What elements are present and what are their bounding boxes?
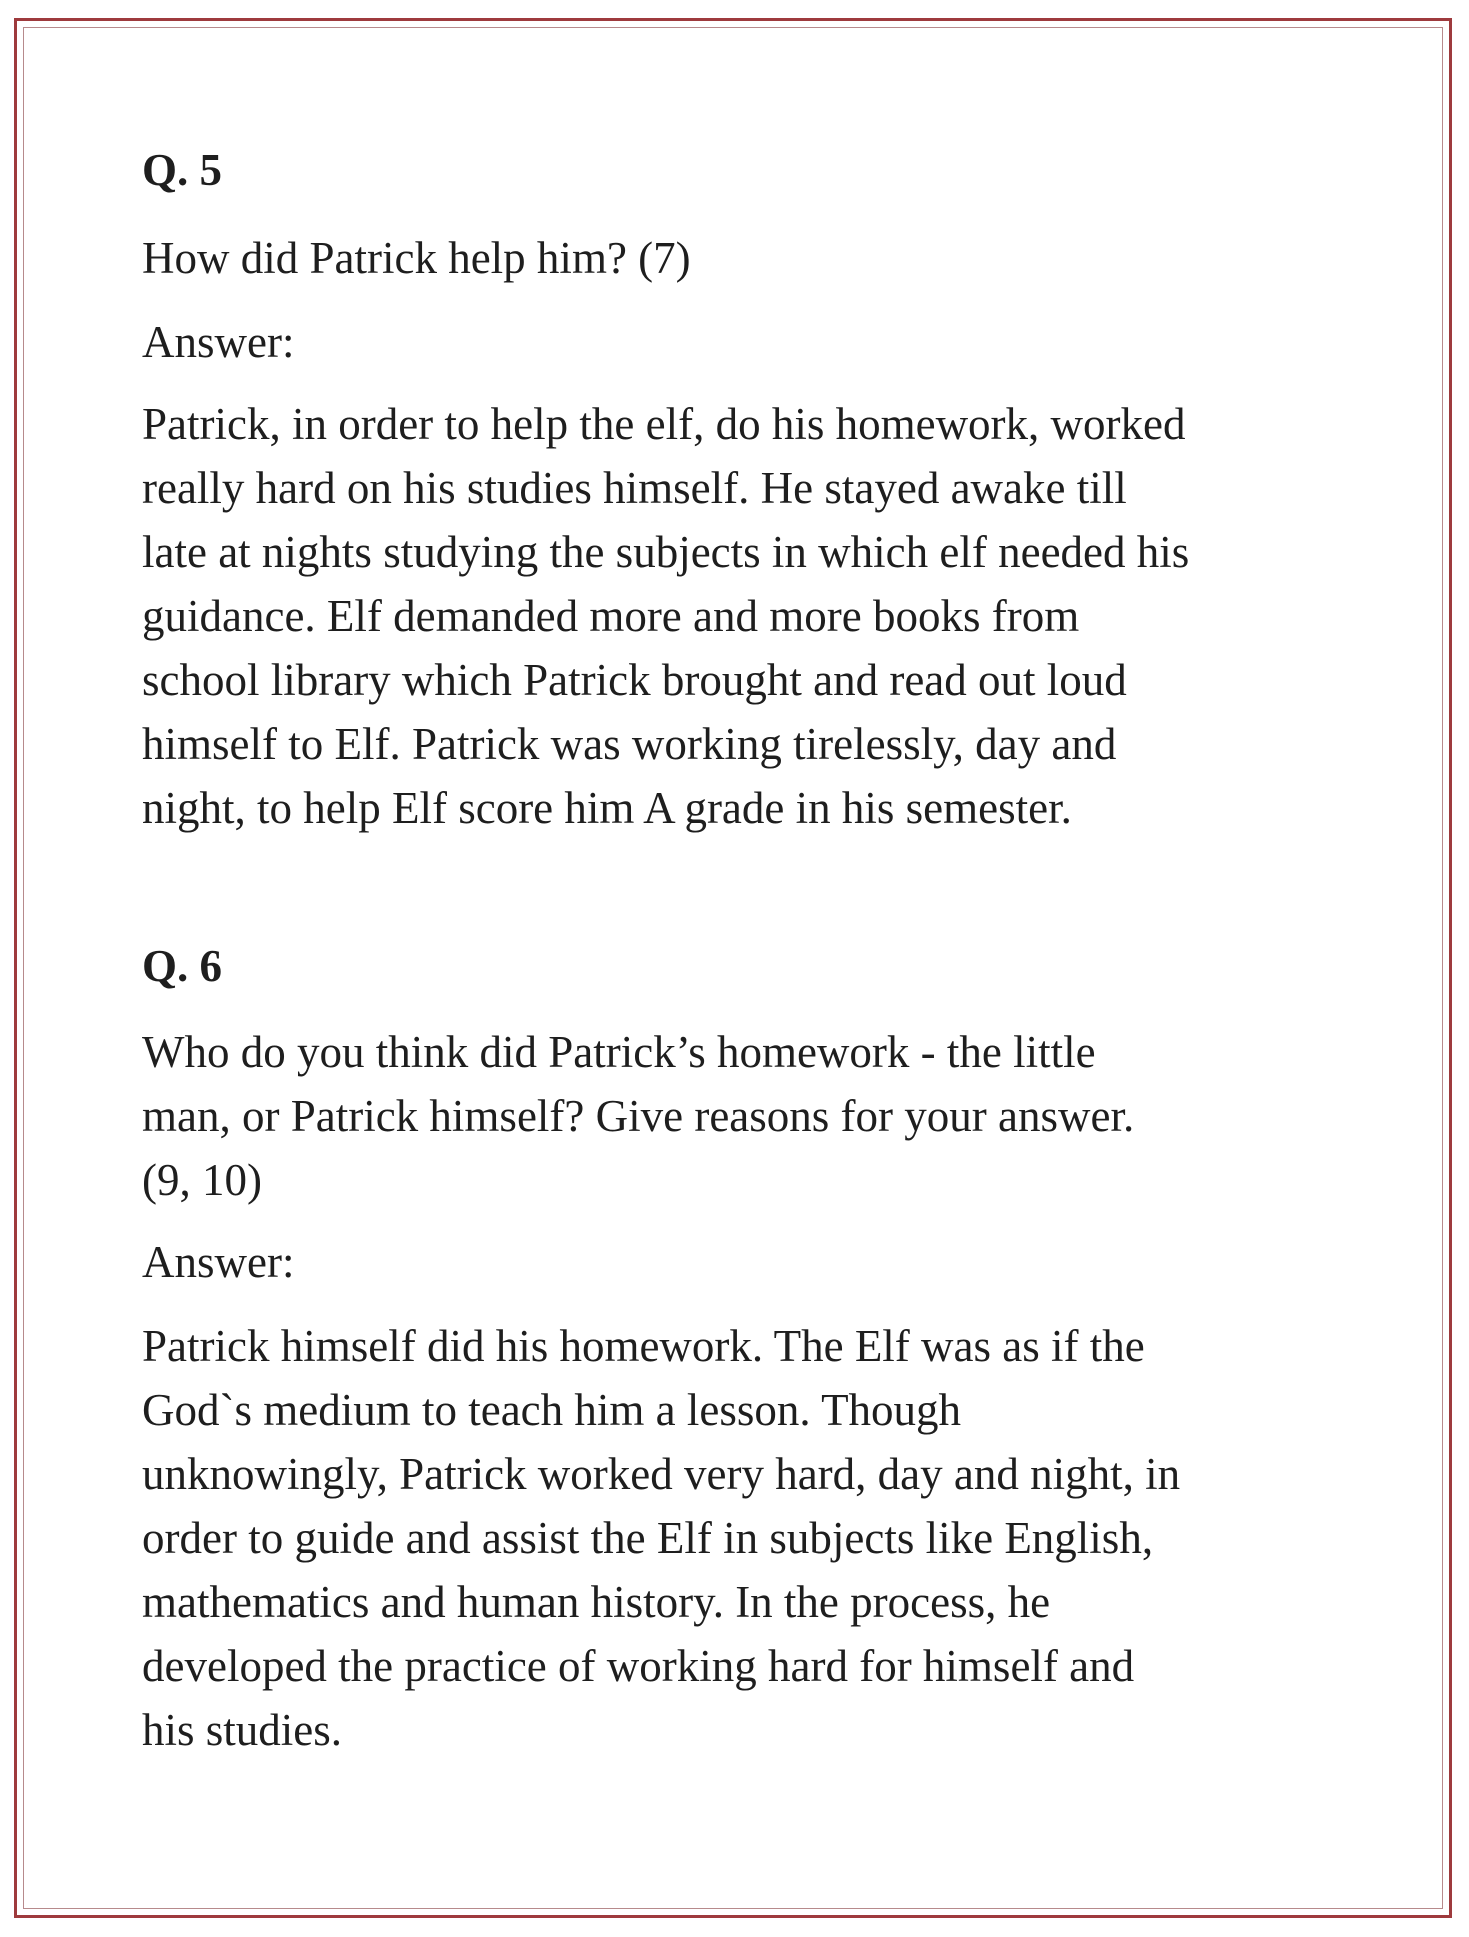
answer-text: Patrick, in order to help the elf, do his homework, worked really hard on his studies himself. He stayed awake till late at nights studying the subjects in which elf needed his guidance. Elf demanded more and more books from school library which Patrick brought and read out loud himself to Elf. Patrick was working tirelessly, day and night, to help Elf score him A grade in his semester. [142,399,1190,833]
question-block-6 [142,942,1342,1762]
answer-label: Answer: [142,317,295,367]
question-block-5 [142,146,1342,840]
question-text: Who do you think did Patrick’s homework - the little man, or Patrick himself? Give reasons for your answer. (9, 10) [142,1027,1135,1205]
answer-label: Answer: [142,1237,295,1287]
question-text: How did Patrick help him? (7) [142,233,691,283]
answer-text: Patrick himself did his homework. The Elf was as if the God`s medium to teach him a lesson. Though unknowingly, Patrick worked very hard, day and night, in order to guide and assist the Elf in subjects like English, mathematics and human history. In the process, he developed the practice of working hard for himself and his studies. [142,1321,1181,1755]
question-number: Q. 5 [142,145,223,195]
question-number: Q. 6 [142,941,223,991]
